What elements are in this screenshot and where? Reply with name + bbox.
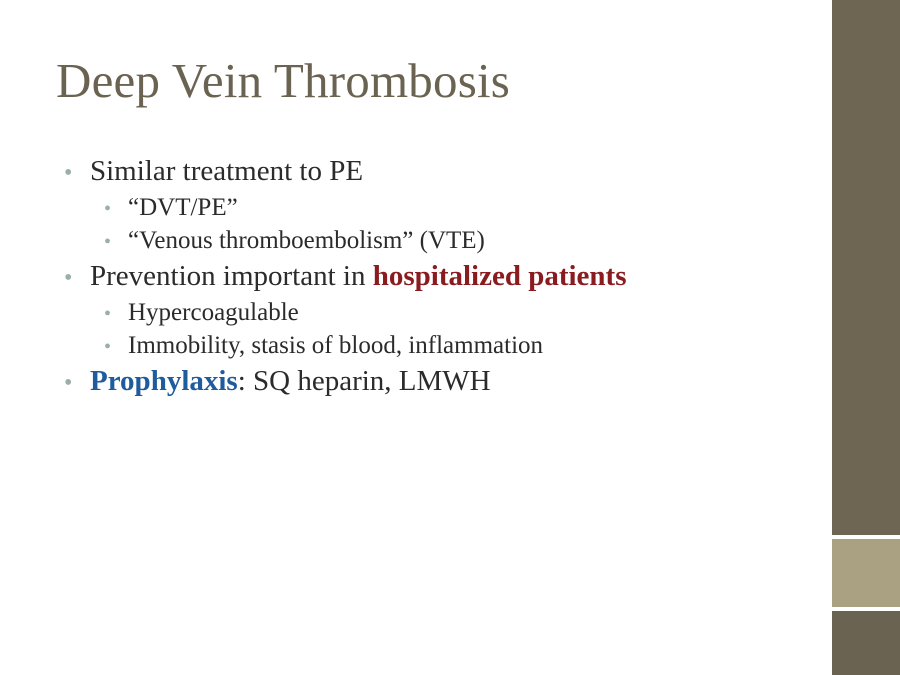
bullet-dot-icon: • — [104, 231, 112, 253]
list-item-label: Immobility, stasis of blood, inflammation — [128, 332, 544, 359]
list-item — [56, 155, 816, 188]
list-item-label: Similar treatment to PE — [90, 155, 364, 187]
list-item-label — [90, 365, 491, 398]
band-accent-block — [832, 539, 900, 607]
list-item-text-plain: Prevention important in — [90, 260, 373, 292]
list-item — [56, 194, 816, 222]
bullet-dot-icon: • — [64, 160, 73, 186]
list-item-label: Hypercoagulable — [128, 299, 299, 326]
list-item — [56, 332, 816, 360]
bullet-list — [56, 155, 816, 404]
list-item — [56, 260, 816, 293]
bullet-dot-icon: • — [104, 303, 112, 325]
list-item — [56, 365, 816, 398]
list-item-label: “Venous thromboembolism” (VTE) — [128, 227, 485, 254]
list-item — [56, 299, 816, 327]
bullet-dot-icon: • — [64, 265, 73, 291]
bullet-dot-icon: • — [64, 370, 73, 396]
list-item — [56, 227, 816, 255]
list-item-label: “DVT/PE” — [128, 194, 238, 221]
list-item-emphasis-blue: Prophylaxis — [90, 365, 238, 397]
page-title: Deep Vein Thrombosis — [56, 53, 511, 108]
list-item-label — [90, 260, 627, 293]
bullet-dot-icon: • — [104, 198, 112, 220]
list-item-emphasis-red: hospitalized patients — [372, 260, 627, 292]
band-bottom-block — [832, 611, 900, 675]
bullet-dot-icon: • — [104, 336, 112, 358]
list-item-text-plain: : SQ heparin, LMWH — [237, 365, 491, 397]
